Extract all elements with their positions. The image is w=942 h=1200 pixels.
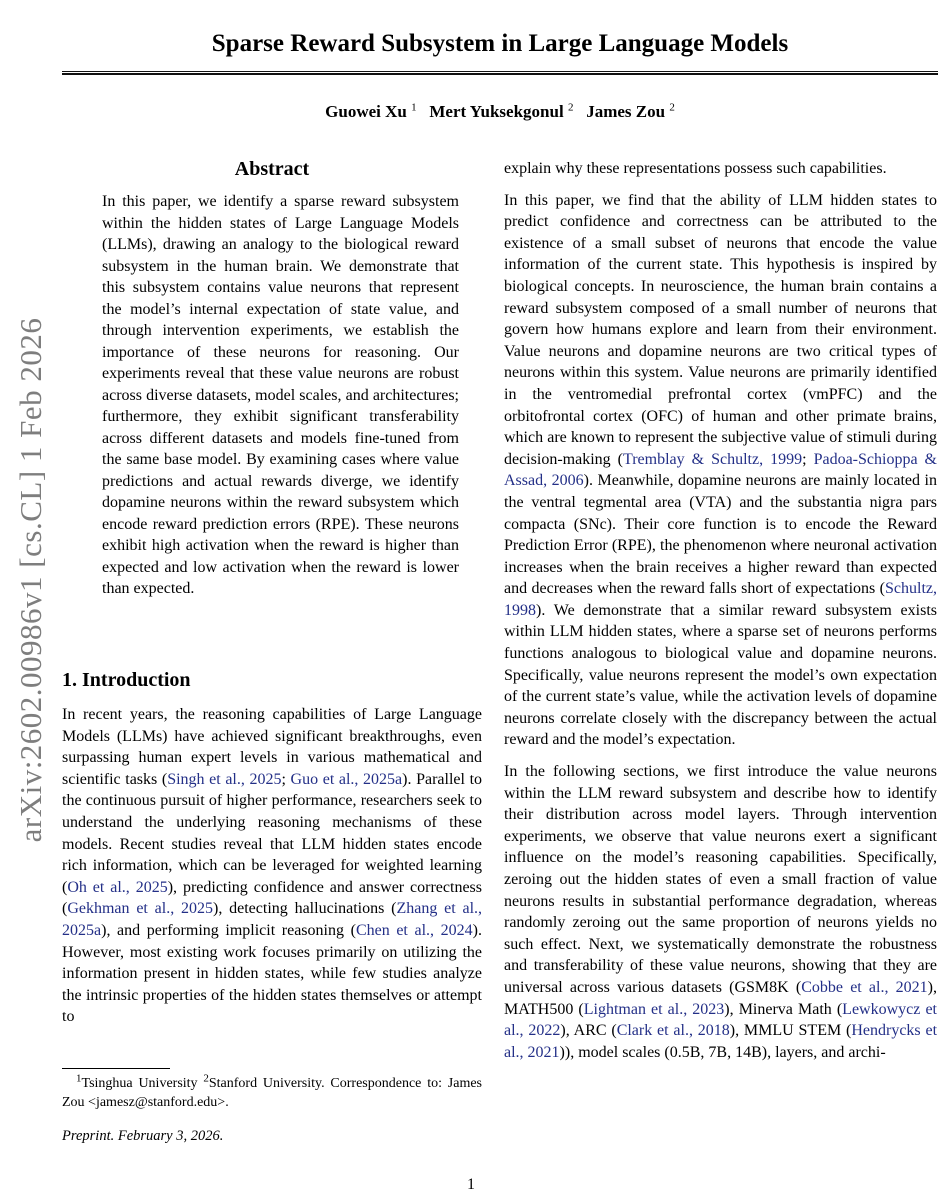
citation-link[interactable]: Zhang et al., 2025a <box>62 900 483 939</box>
abstract-heading: Abstract <box>234 158 310 180</box>
paper-title: Sparse Reward Subsystem in Large Language Models <box>211 30 789 57</box>
text-segment: ). However, most existing work focuses primarily on utilizing the information present in hidden states, while few studies analyze the intrinsic properties of the hidden states themselves or attempt to <box>62 921 482 1026</box>
text-segment: ), ARC ( <box>560 1022 617 1040</box>
carryover-paragraph: explain why these representations possess such capabilities. <box>504 160 887 177</box>
authors-line <box>62 102 938 122</box>
text-segment: Stanford University. Correspondence to: James Zou <jamesz@stanford.edu>. <box>62 1076 483 1110</box>
footnote-text <box>62 1074 482 1112</box>
introduction-heading: 1. Introduction <box>62 669 191 691</box>
text-segment: ), and performing implicit reasoning ( <box>101 921 356 939</box>
text-segment: In this paper, we find that the ability of LLM hidden states to predict confidence and correctness can be attributed to the existence of a small subset of neurons that encode the value information of the current state. This hypothesis is inspired by biological concepts. In neuroscience, the human brain contains a reward subsystem composed of a small number of neurons that govern how humans explore and learn from their environment. Value neurons and dopamine neurons are two critical types of neurons within this system. Value neurons are primarily identified in the ventromedial prefrontal cortex (vmPFC) and the orbitofrontal cortex (OFC) of human and other primate brains, which are known to represent the subjective value of stimuli during decision-making ( <box>504 191 937 468</box>
body-paragraph-reward-subsystem <box>504 190 937 751</box>
citation-link[interactable]: Chen et al., 2024 <box>355 921 473 939</box>
paper-page <box>62 0 938 1073</box>
introduction-paragraph <box>62 704 482 1028</box>
citation-link[interactable]: Lightman et al., 2023 <box>583 1000 725 1018</box>
superscript-mark: 2 <box>669 101 675 114</box>
text-segment: Guowei Xu <box>325 102 412 121</box>
superscript-mark: 1 <box>411 101 417 114</box>
citation-link[interactable]: Tremblay & Schultz, 1999 <box>622 450 803 468</box>
text-segment: Tsinghua University <box>81 1076 204 1091</box>
text-segment: ), Minerva Math ( <box>724 1000 843 1018</box>
text-segment: ). Parallel to the continuous pursuit of higher performance, researchers seek to understand the underlying reasoning mechanisms of these models. Recent studies reveal that LLM hidden states encode rich information, which can be leveraged for weighted learning ( <box>62 770 483 896</box>
superscript-mark: 2 <box>567 101 574 114</box>
superscript-mark: 2 <box>203 1072 209 1085</box>
citation-link[interactable]: Clark et al., 2018 <box>616 1022 730 1040</box>
preprint-note: Preprint. February 3, 2026. <box>62 1128 224 1144</box>
two-column-body <box>62 158 938 1073</box>
left-column <box>62 158 482 1038</box>
text-segment: In the following sections, we first introduce the value neurons within the LLM reward subsystem and describe how to identify their distribution across model layers. Through intervention experiments, we observe that value neurons exert a significant influence on the model’s reasoning capabilities. Specifically, zeroing out the hidden states of even a small fraction of value neurons results in substantial performance degradation, whereas randomly zeroing out the same proportion of neurons yields no such effect. Next, we systematically demonstrate the robustness and transferability of these value neurons, showing that they are universal across various datasets (GSM8K ( <box>504 763 937 996</box>
page-number: 1 <box>467 1176 475 1193</box>
citation-link[interactable]: Lewkowycz et al., 2022 <box>504 1000 937 1040</box>
citation-link[interactable]: Padoa-Schioppa & Assad, 2006 <box>504 450 937 490</box>
citation-link[interactable]: Hendrycks et al., 2021 <box>504 1022 938 1061</box>
abstract-text: In this paper, we identify a sparse reward subsystem within the hidden states of Large Language Models (LLMs), drawing an analogy to the biological reward subsystem in the human brain. We demonstrate that this subsystem contains value neurons that represent the model’s internal expectation of state value, and through intervention experiments, we establish the importance of these neurons for reasoning. Our experiments reveal that these value neurons are robust across diverse datasets, model scales, and architectures; furthermore, they exhibit significant transferability across different datasets and models fine-tuned from the same base model. By examining cases where value predictions and actual rewards diverge, we identify dopamine neurons within the reward subsystem which encode reward prediction errors (RPE). These neurons exhibit high activation when the reward is higher than expected and low activation when the reward is lower than expected. <box>102 193 459 597</box>
citation-link[interactable]: Oh et al., 2025 <box>67 878 168 896</box>
text-segment: In recent years, the reasoning capabilities of Large Language Models (LLMs) have achieved significant breakthroughs, even surpassing human expert levels in various mathematical and scientific tasks ( <box>62 706 482 788</box>
text-segment: ), MATH500 ( <box>504 978 937 1018</box>
text-segment: ). Meanwhile, dopamine neurons are mainly located in the ventral tegmental area (VTA) and the substantia nigra pars compacta (SNc). Their core function is to encode the Reward Prediction Error (RPE), the phenomenon where neuronal activation increases when the brain receives a higher reward than expected and decreases when the reward falls short of expectations ( <box>504 472 937 598</box>
citation-link[interactable]: Cobbe et al., 2021 <box>801 978 928 996</box>
citation-link[interactable]: Singh et al., 2025 <box>167 770 282 788</box>
footnote-rule <box>62 1068 170 1069</box>
text-segment: )), model scales (0.5B, 7B, 14B), layers, and archi- <box>559 1043 886 1061</box>
text-segment: ), detecting hallucinations ( <box>213 900 397 918</box>
text-segment: James Zou <box>573 102 670 121</box>
text-segment: ), MMLU STEM ( <box>729 1022 852 1040</box>
body-paragraph-overview <box>504 761 937 1063</box>
citation-link[interactable]: Gekhman et al., 2025 <box>67 900 214 918</box>
arxiv-watermark: arXiv:2602.00986v1 [cs.CL] 1 Feb 2026 <box>13 317 48 843</box>
text-segment: ). We demonstrate that a similar reward subsystem exists within LLM hidden states, where a sparse set of neurons performs functions analogous to biological value and dopamine neurons. Specifically, value neurons represent the model’s own expectation of the current state’s value, while the activation levels of dopamine neurons correlate closely with the discrepancy between the actual reward and the model’s expectation. <box>504 601 937 749</box>
superscript-mark: 1 <box>76 1072 82 1085</box>
citation-link[interactable]: Schultz, 1998 <box>504 580 937 619</box>
text-segment: Mert Yuksekgonul <box>416 102 568 121</box>
title-rule <box>62 71 938 75</box>
right-column <box>504 158 937 1073</box>
text-segment: ), predicting confidence and answer correctness ( <box>62 878 482 918</box>
text-segment: ; <box>281 770 291 788</box>
text-segment: ; <box>802 450 814 468</box>
footnote-block <box>62 1068 482 1145</box>
citation-link[interactable]: Guo et al., 2025a <box>290 770 403 788</box>
